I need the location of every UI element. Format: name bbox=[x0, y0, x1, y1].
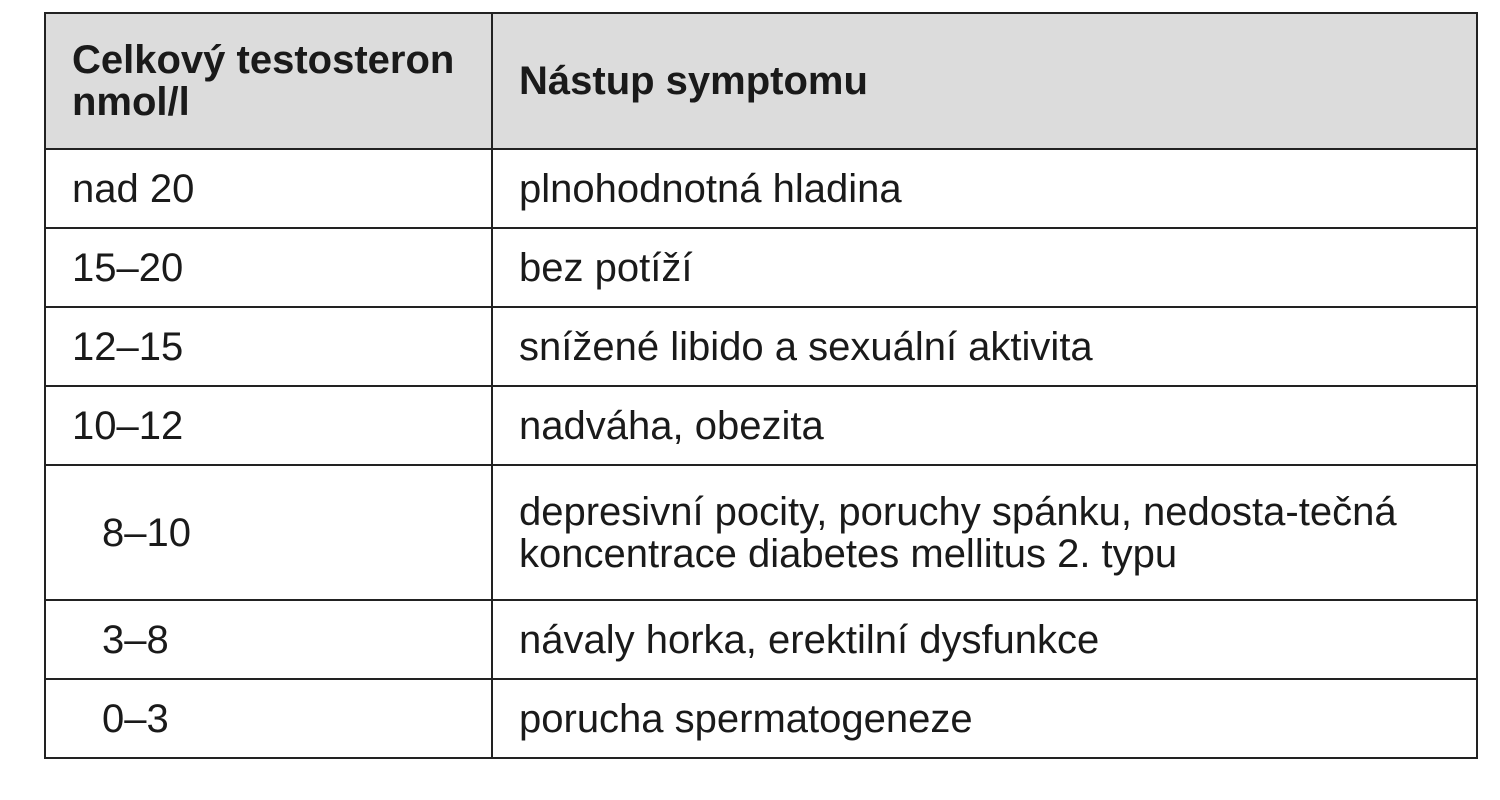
table-row bbox=[45, 386, 1477, 465]
symptom-cell: návaly horka, erektilní dysfunkce bbox=[492, 600, 1477, 679]
level-cell: nad 20 bbox=[45, 149, 492, 228]
table-row bbox=[45, 600, 1477, 679]
testosterone-symptom-table bbox=[44, 12, 1478, 759]
level-cell: 10–12 bbox=[45, 386, 492, 465]
level-cell: 12–15 bbox=[45, 307, 492, 386]
table-row bbox=[45, 228, 1477, 307]
level-cell: 15–20 bbox=[45, 228, 492, 307]
table-header-row bbox=[45, 13, 1477, 149]
symptom-cell: bez potíží bbox=[492, 228, 1477, 307]
table-row bbox=[45, 465, 1477, 600]
header-symptom-onset: Nástup symptomu bbox=[492, 13, 1477, 149]
header-total-testosterone: Celkový testosteron nmol/l bbox=[45, 13, 492, 149]
table-row bbox=[45, 307, 1477, 386]
level-cell: 3–8 bbox=[45, 600, 492, 679]
level-cell: 8–10 bbox=[45, 465, 492, 600]
symptom-cell: nadváha, obezita bbox=[492, 386, 1477, 465]
table-row bbox=[45, 149, 1477, 228]
symptom-cell: depresivní pocity, poruchy spánku, nedosta-tečná koncentrace diabetes mellitus 2. typu bbox=[492, 465, 1477, 600]
symptom-cell: plnohodnotná hladina bbox=[492, 149, 1477, 228]
symptom-cell: porucha spermatogeneze bbox=[492, 679, 1477, 758]
table-row bbox=[45, 679, 1477, 758]
symptom-cell: snížené libido a sexuální aktivita bbox=[492, 307, 1477, 386]
level-cell: 0–3 bbox=[45, 679, 492, 758]
